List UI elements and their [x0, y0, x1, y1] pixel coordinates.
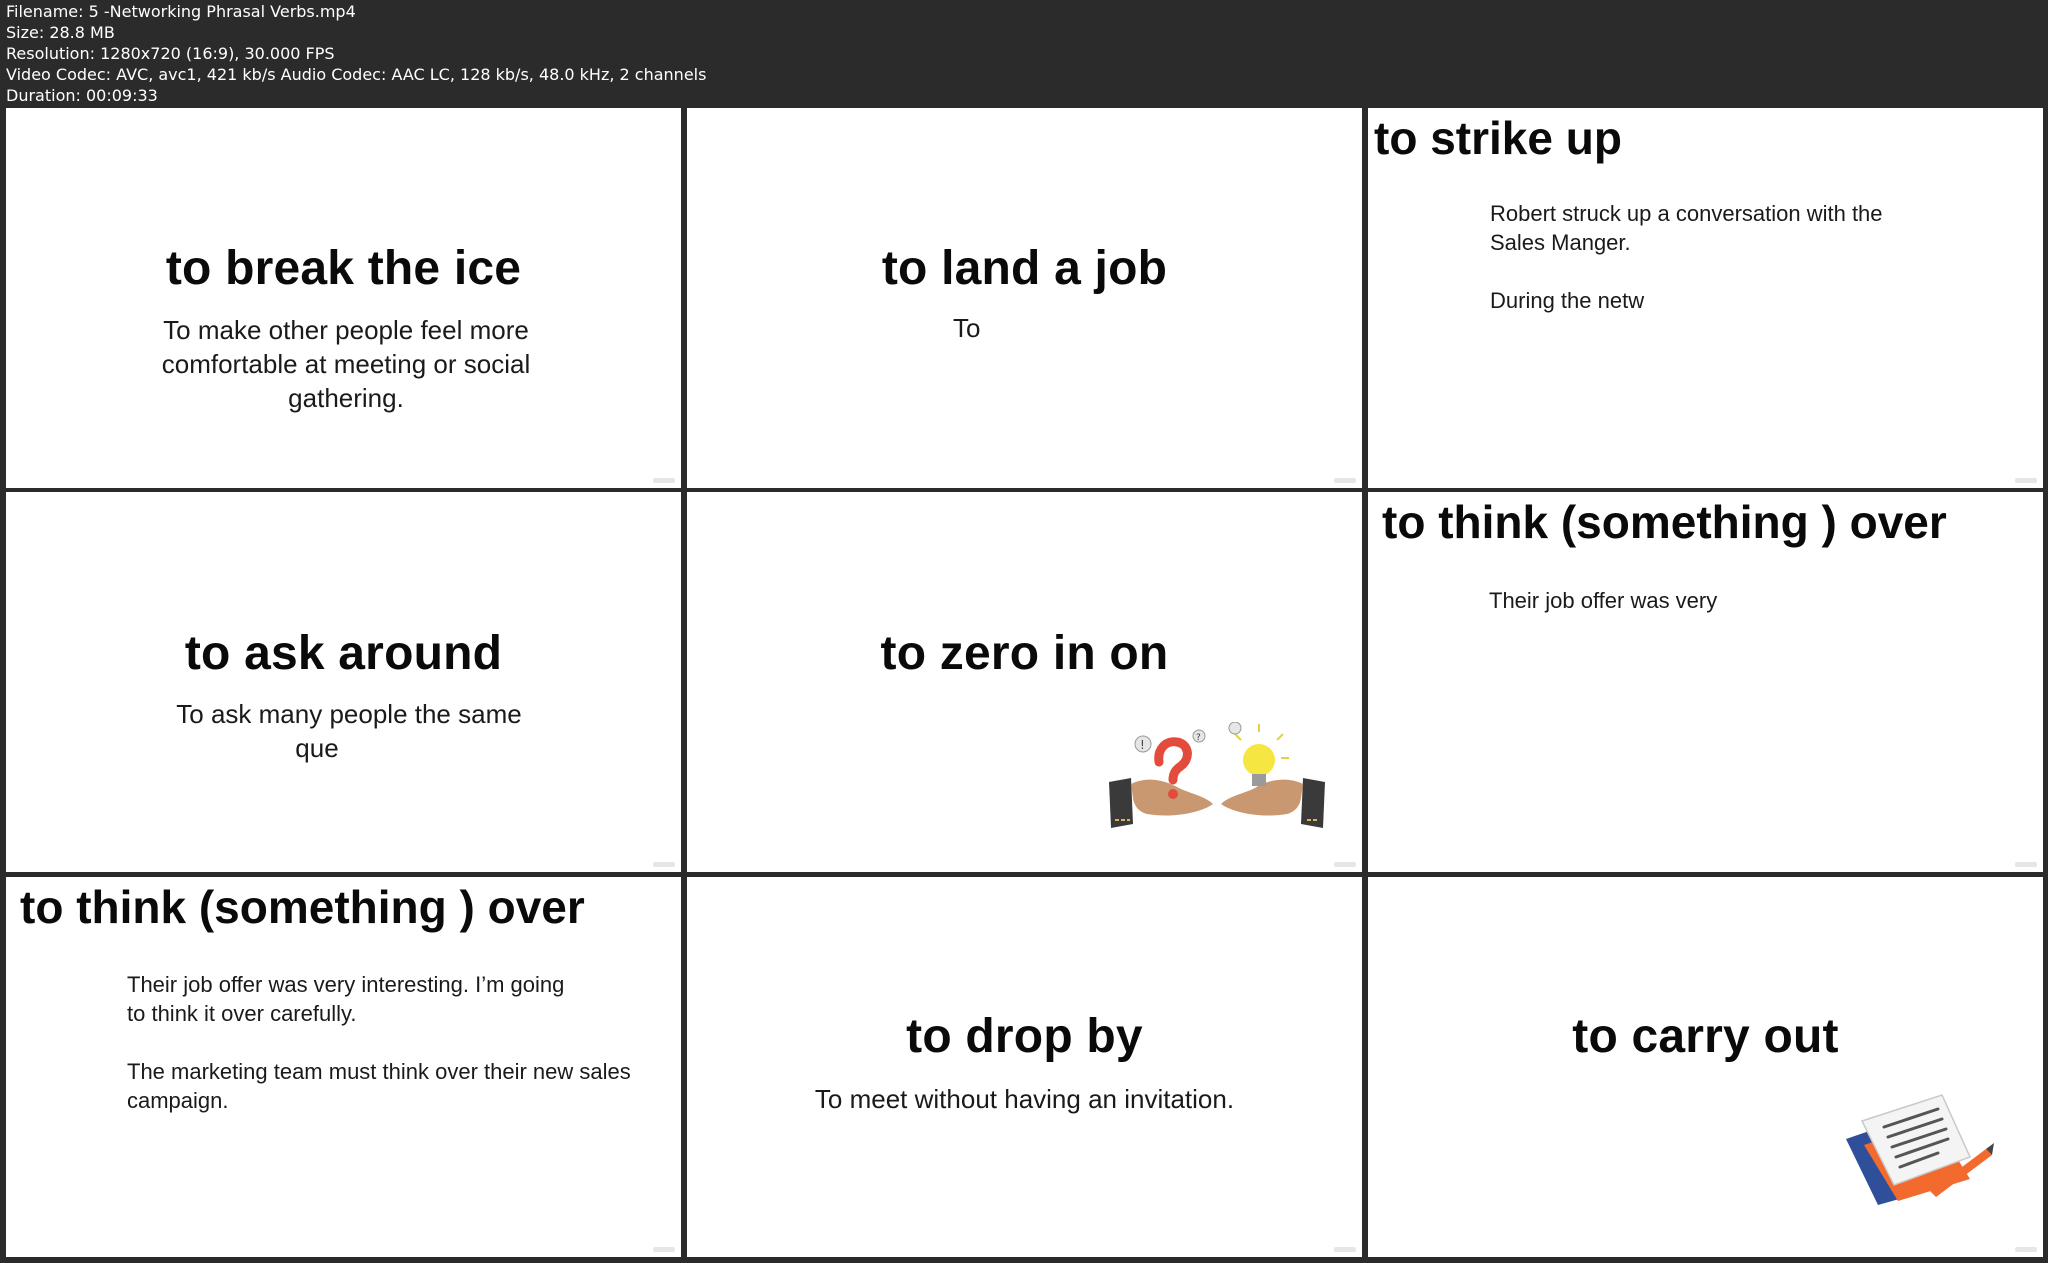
watermark	[653, 478, 675, 483]
frame-thumbnail-2[interactable]	[687, 108, 1362, 488]
codec-text: Video Codec: AVC, avc1, 421 kb/s Audio Codec: AAC LC, 128 kb/s, 48.0 kHz, 2 channels	[6, 65, 707, 84]
frame-thumbnail-8[interactable]	[687, 877, 1362, 1257]
frame-description: To meet without having an invitation.	[814, 1084, 1235, 1114]
watermark	[1334, 478, 1356, 483]
svg-text:!: !	[1140, 738, 1145, 752]
frame-title: to drop by	[906, 1010, 1143, 1063]
frame-description: To make other people feel more comfortable at meeting or social gathering.	[161, 315, 531, 413]
frame-body: Their job offer was very interesting. I’m going to think it over carefully. The marketing team must think over their new sales campaign.	[127, 972, 631, 1113]
watermark	[2015, 862, 2037, 867]
frame-title: to land a job	[881, 242, 1168, 295]
resolution-text: Resolution: 1280x720 (16:9), 30.000 FPS	[6, 44, 335, 63]
frame-thumbnail-5[interactable]	[687, 492, 1362, 872]
frame-thumbnail-3[interactable]	[1368, 108, 2043, 488]
frame-title: to carry out	[1572, 1010, 1839, 1063]
watermark	[653, 862, 675, 867]
svg-text:?: ?	[1196, 733, 1201, 743]
question-lightbulb-hands-illustration	[1107, 722, 1327, 842]
frame-title: to zero in on	[880, 627, 1169, 680]
frame-thumbnail-4[interactable]	[6, 492, 681, 872]
frame-thumbnail-7[interactable]	[6, 877, 681, 1257]
frame-body: Their job offer was very	[1489, 588, 1718, 613]
frame-title: to break the ice	[165, 242, 522, 295]
frame-title: to ask around	[184, 627, 503, 680]
frame-thumbnail-1[interactable]	[6, 108, 681, 488]
watermark	[1334, 1247, 1356, 1252]
frame-title: to strike up	[1374, 112, 1622, 164]
duration-text: Duration: 00:09:33	[6, 86, 158, 105]
frame-description: To	[953, 313, 981, 343]
frame-title: to think (something ) over	[1382, 496, 1947, 548]
watermark	[653, 1247, 675, 1252]
filename-text: Filename: 5 -Networking Phrasal Verbs.mp4	[6, 2, 356, 21]
frame-description: To ask many people the same que	[176, 699, 522, 763]
frame-body: Robert struck up a conversation with the Sales Manger. During the netw	[1490, 201, 1883, 313]
documents-pencil-illustration	[1838, 1087, 1998, 1207]
size-text: Size: 28.8 MB	[6, 23, 115, 42]
lightbulb	[1243, 744, 1275, 776]
video-metadata-header	[6, 0, 2046, 107]
question-mark	[1159, 742, 1188, 780]
watermark	[2015, 478, 2037, 483]
frame-title: to think (something ) over	[20, 881, 585, 933]
frame-thumbnail-6[interactable]	[1368, 492, 2043, 872]
frame-thumbnail-9[interactable]	[1368, 877, 2043, 1257]
watermark	[1334, 862, 1356, 867]
watermark	[2015, 1247, 2037, 1252]
